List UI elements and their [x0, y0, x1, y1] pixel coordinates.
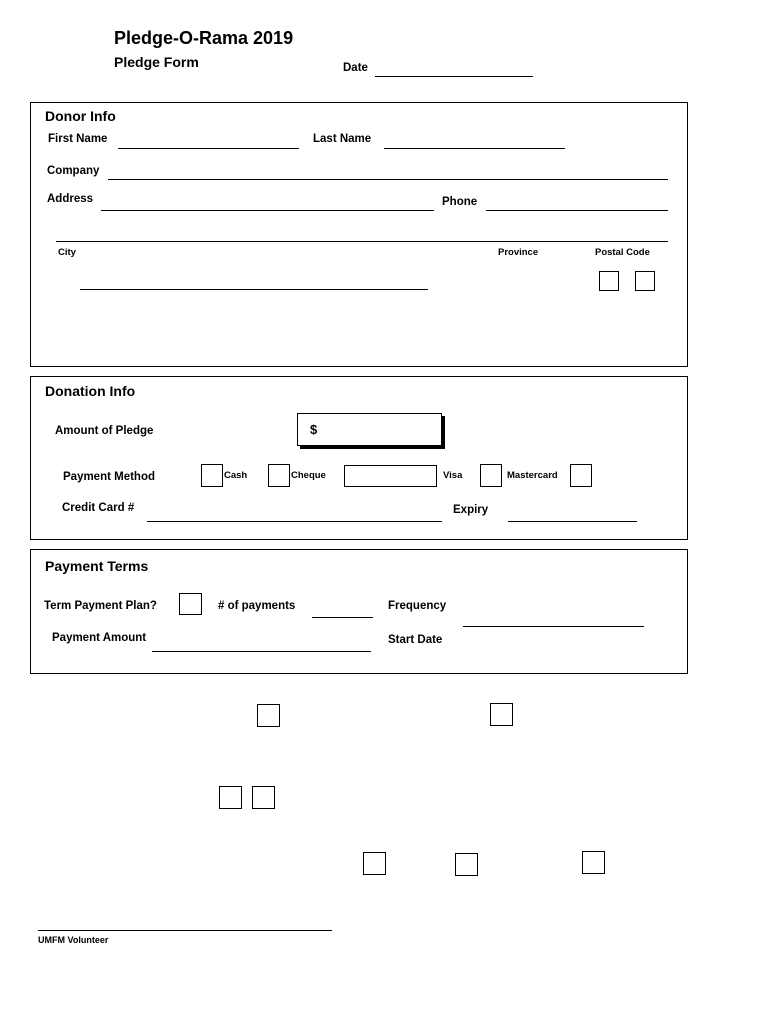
- postal-code-checkbox[interactable]: [635, 271, 655, 291]
- form-title: Pledge-O-Rama 2019: [114, 28, 294, 48]
- currency-symbol: $: [310, 422, 318, 437]
- address-field[interactable]: [101, 210, 434, 211]
- province-label: Province: [498, 247, 539, 258]
- visa-label: Visa: [443, 470, 463, 481]
- donation-info-title: Donation Info: [45, 383, 136, 399]
- first-name-label: First Name: [48, 133, 108, 145]
- extra-checkbox-6[interactable]: [455, 853, 478, 876]
- volunteer-label: UMFM Volunteer: [38, 935, 109, 945]
- term-payment-plan-checkbox[interactable]: [179, 593, 202, 615]
- city-field[interactable]: [80, 289, 428, 290]
- extra-checkbox-2[interactable]: [490, 703, 513, 726]
- company-label: Company: [47, 165, 100, 177]
- cash-checkbox[interactable]: [201, 464, 223, 487]
- donation-info-section: [30, 376, 688, 540]
- credit-card-label: Credit Card #: [62, 502, 135, 514]
- amount-of-pledge-field[interactable]: [297, 413, 442, 446]
- payment-method-label: Payment Method: [63, 471, 156, 483]
- extra-checkbox-1[interactable]: [257, 704, 280, 727]
- num-payments-field[interactable]: [312, 617, 373, 618]
- postal-code-label: Postal Code: [595, 247, 650, 258]
- payment-amount-field[interactable]: [152, 651, 371, 652]
- phone-field[interactable]: [486, 210, 668, 211]
- extra-checkbox-7[interactable]: [582, 851, 605, 874]
- visa-checkbox[interactable]: [480, 464, 502, 487]
- extra-checkbox-5[interactable]: [363, 852, 386, 875]
- volunteer-signature-line[interactable]: [38, 930, 332, 931]
- expiry-label: Expiry: [453, 504, 489, 516]
- expiry-field[interactable]: [508, 521, 637, 522]
- cheque-checkbox[interactable]: [268, 464, 290, 487]
- first-name-field[interactable]: [118, 148, 299, 149]
- last-name-label: Last Name: [313, 133, 372, 145]
- credit-card-field[interactable]: [147, 521, 442, 522]
- start-date-label: Start Date: [388, 634, 443, 646]
- mastercard-checkbox[interactable]: [570, 464, 592, 487]
- date-field[interactable]: [375, 76, 533, 77]
- company-field[interactable]: [108, 179, 668, 180]
- donor-info-title: Donor Info: [45, 108, 116, 124]
- term-payment-plan-label: Term Payment Plan?: [44, 600, 157, 612]
- visa-field[interactable]: [344, 465, 437, 487]
- payment-amount-label: Payment Amount: [52, 632, 147, 644]
- form-subtitle: Pledge Form: [114, 54, 199, 70]
- extra-checkbox-4[interactable]: [252, 786, 275, 809]
- cash-label: Cash: [224, 470, 248, 481]
- date-label: Date: [343, 62, 368, 74]
- extra-checkbox-3[interactable]: [219, 786, 242, 809]
- frequency-field[interactable]: [463, 626, 644, 627]
- address-label: Address: [47, 193, 94, 205]
- mastercard-label: Mastercard: [507, 470, 558, 481]
- payment-terms-title: Payment Terms: [45, 558, 149, 574]
- num-payments-label: # of payments: [218, 600, 296, 612]
- city-label: City: [58, 247, 76, 258]
- frequency-label: Frequency: [388, 600, 447, 612]
- province-checkbox[interactable]: [599, 271, 619, 291]
- amount-of-pledge-label: Amount of Pledge: [55, 425, 154, 437]
- last-name-field[interactable]: [384, 148, 565, 149]
- phone-label: Phone: [442, 196, 478, 208]
- address-line-2[interactable]: [56, 241, 668, 242]
- cheque-label: Cheque: [291, 470, 326, 481]
